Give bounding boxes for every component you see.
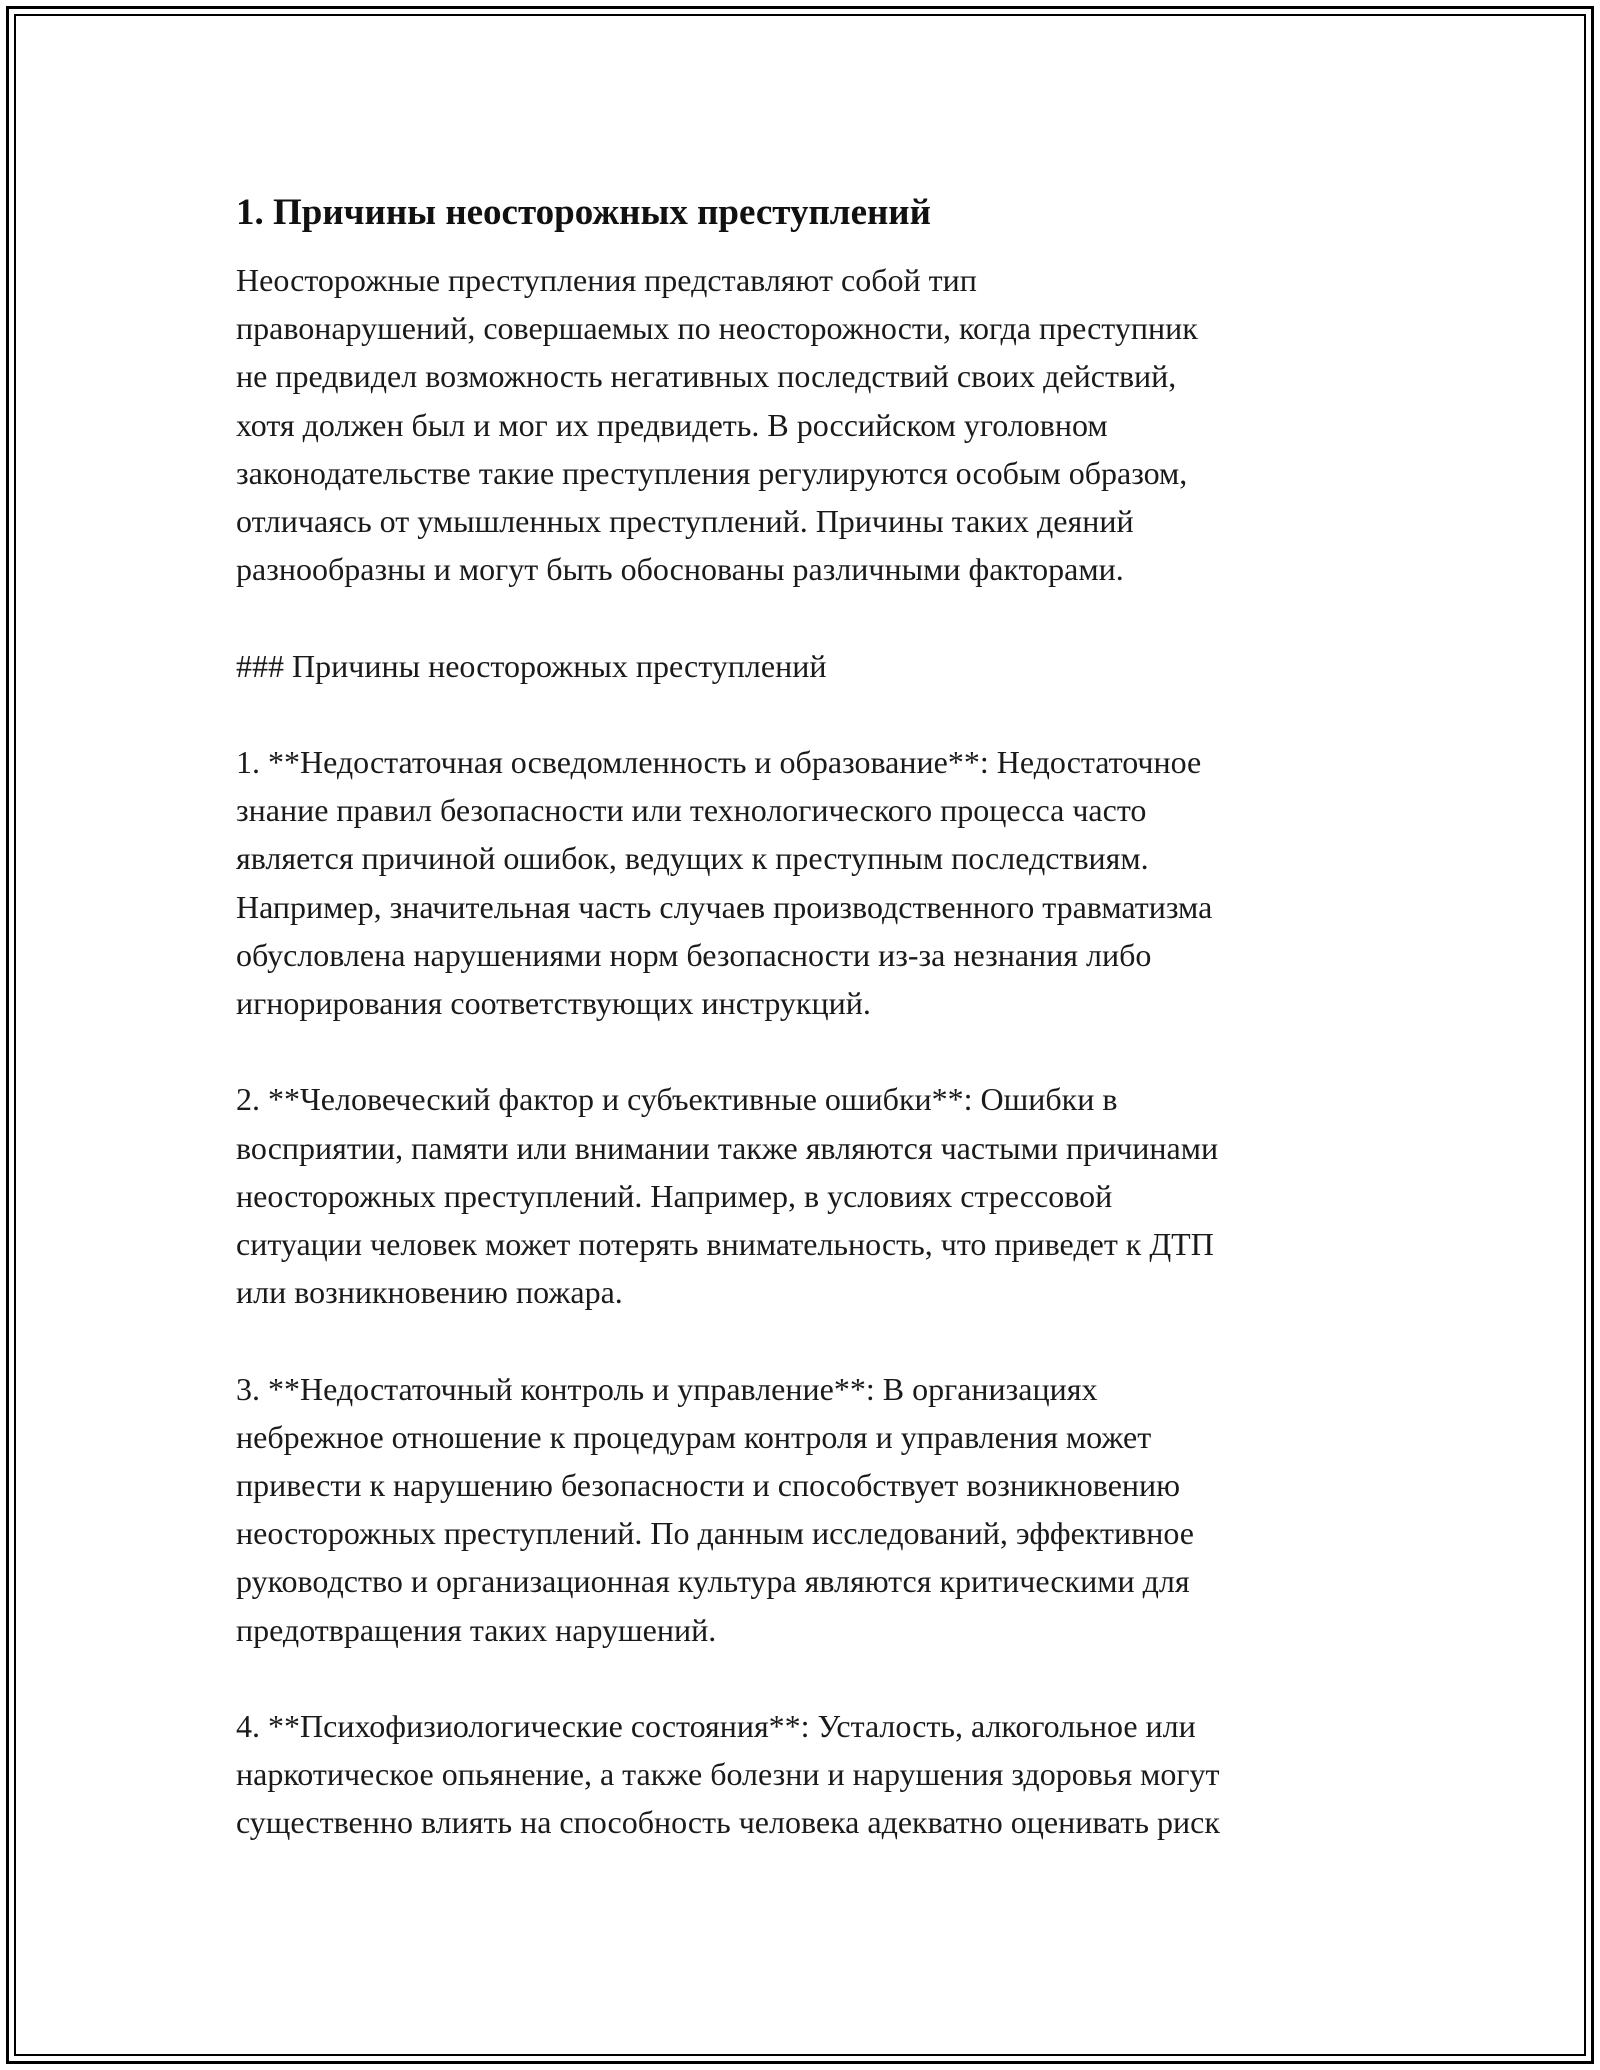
paragraph-item-1: 1. **Недостаточная осведомленность и образование**: Недостаточное знание правил безопасности или технологического процесса часто является причиной ошибок, ведущих к преступным последствиям. Например, значительная часть случаев производственного травматизма обусловлена нарушениями норм безопасности из-за незнания либо игнорирования соответствующих инструкций.: [236, 744, 1213, 1022]
document-title: 1. Причины неосторожных преступлений: [236, 192, 931, 233]
paragraph-subheading: ### Причины неосторожных преступлений: [236, 647, 827, 684]
paragraph-item-3: 3. **Недостаточный контроль и управление**: В организациях небрежное отношение к процедурам контроля и управления может привести к нарушению безопасности и способствует возникновению неосторожных преступлений. По данным исследований, эффективное руководство и организационная культура являются критическими для предотвращения таких нарушений.: [236, 1370, 1194, 1648]
paragraph-intro: Неосторожные преступления представляют собой тип правонарушений, совершаемых по неосторожности, когда преступник не предвидел возможность негативных последствий своих действий, хотя должен был и мог их предвидеть. В российском уголовном законодательстве такие преступления регулируются особым образом, отличаясь от умышленных преступлений. Причины таких деяний разнообразны и могут быть обоснованы различными факторами.: [236, 262, 1198, 588]
paragraph-item-4: 4. **Психофизиологические состояния**: Усталость, алкогольное или наркотическое опьянение, а также болезни и нарушения здоровья могут существенно влиять на способность человека адекватно оценивать риск: [236, 1708, 1220, 1841]
document-body: [236, 182, 1376, 1847]
paragraph-item-2: 2. **Человеческий фактор и субъективные ошибки**: Ошибки в восприятии, памяти или внимании также являются частыми причинами неосторожных преступлений. Например, в условиях стрессовой ситуации человек может потерять внимательность, что приведет к ДТП или возникновению пожара.: [236, 1081, 1219, 1311]
